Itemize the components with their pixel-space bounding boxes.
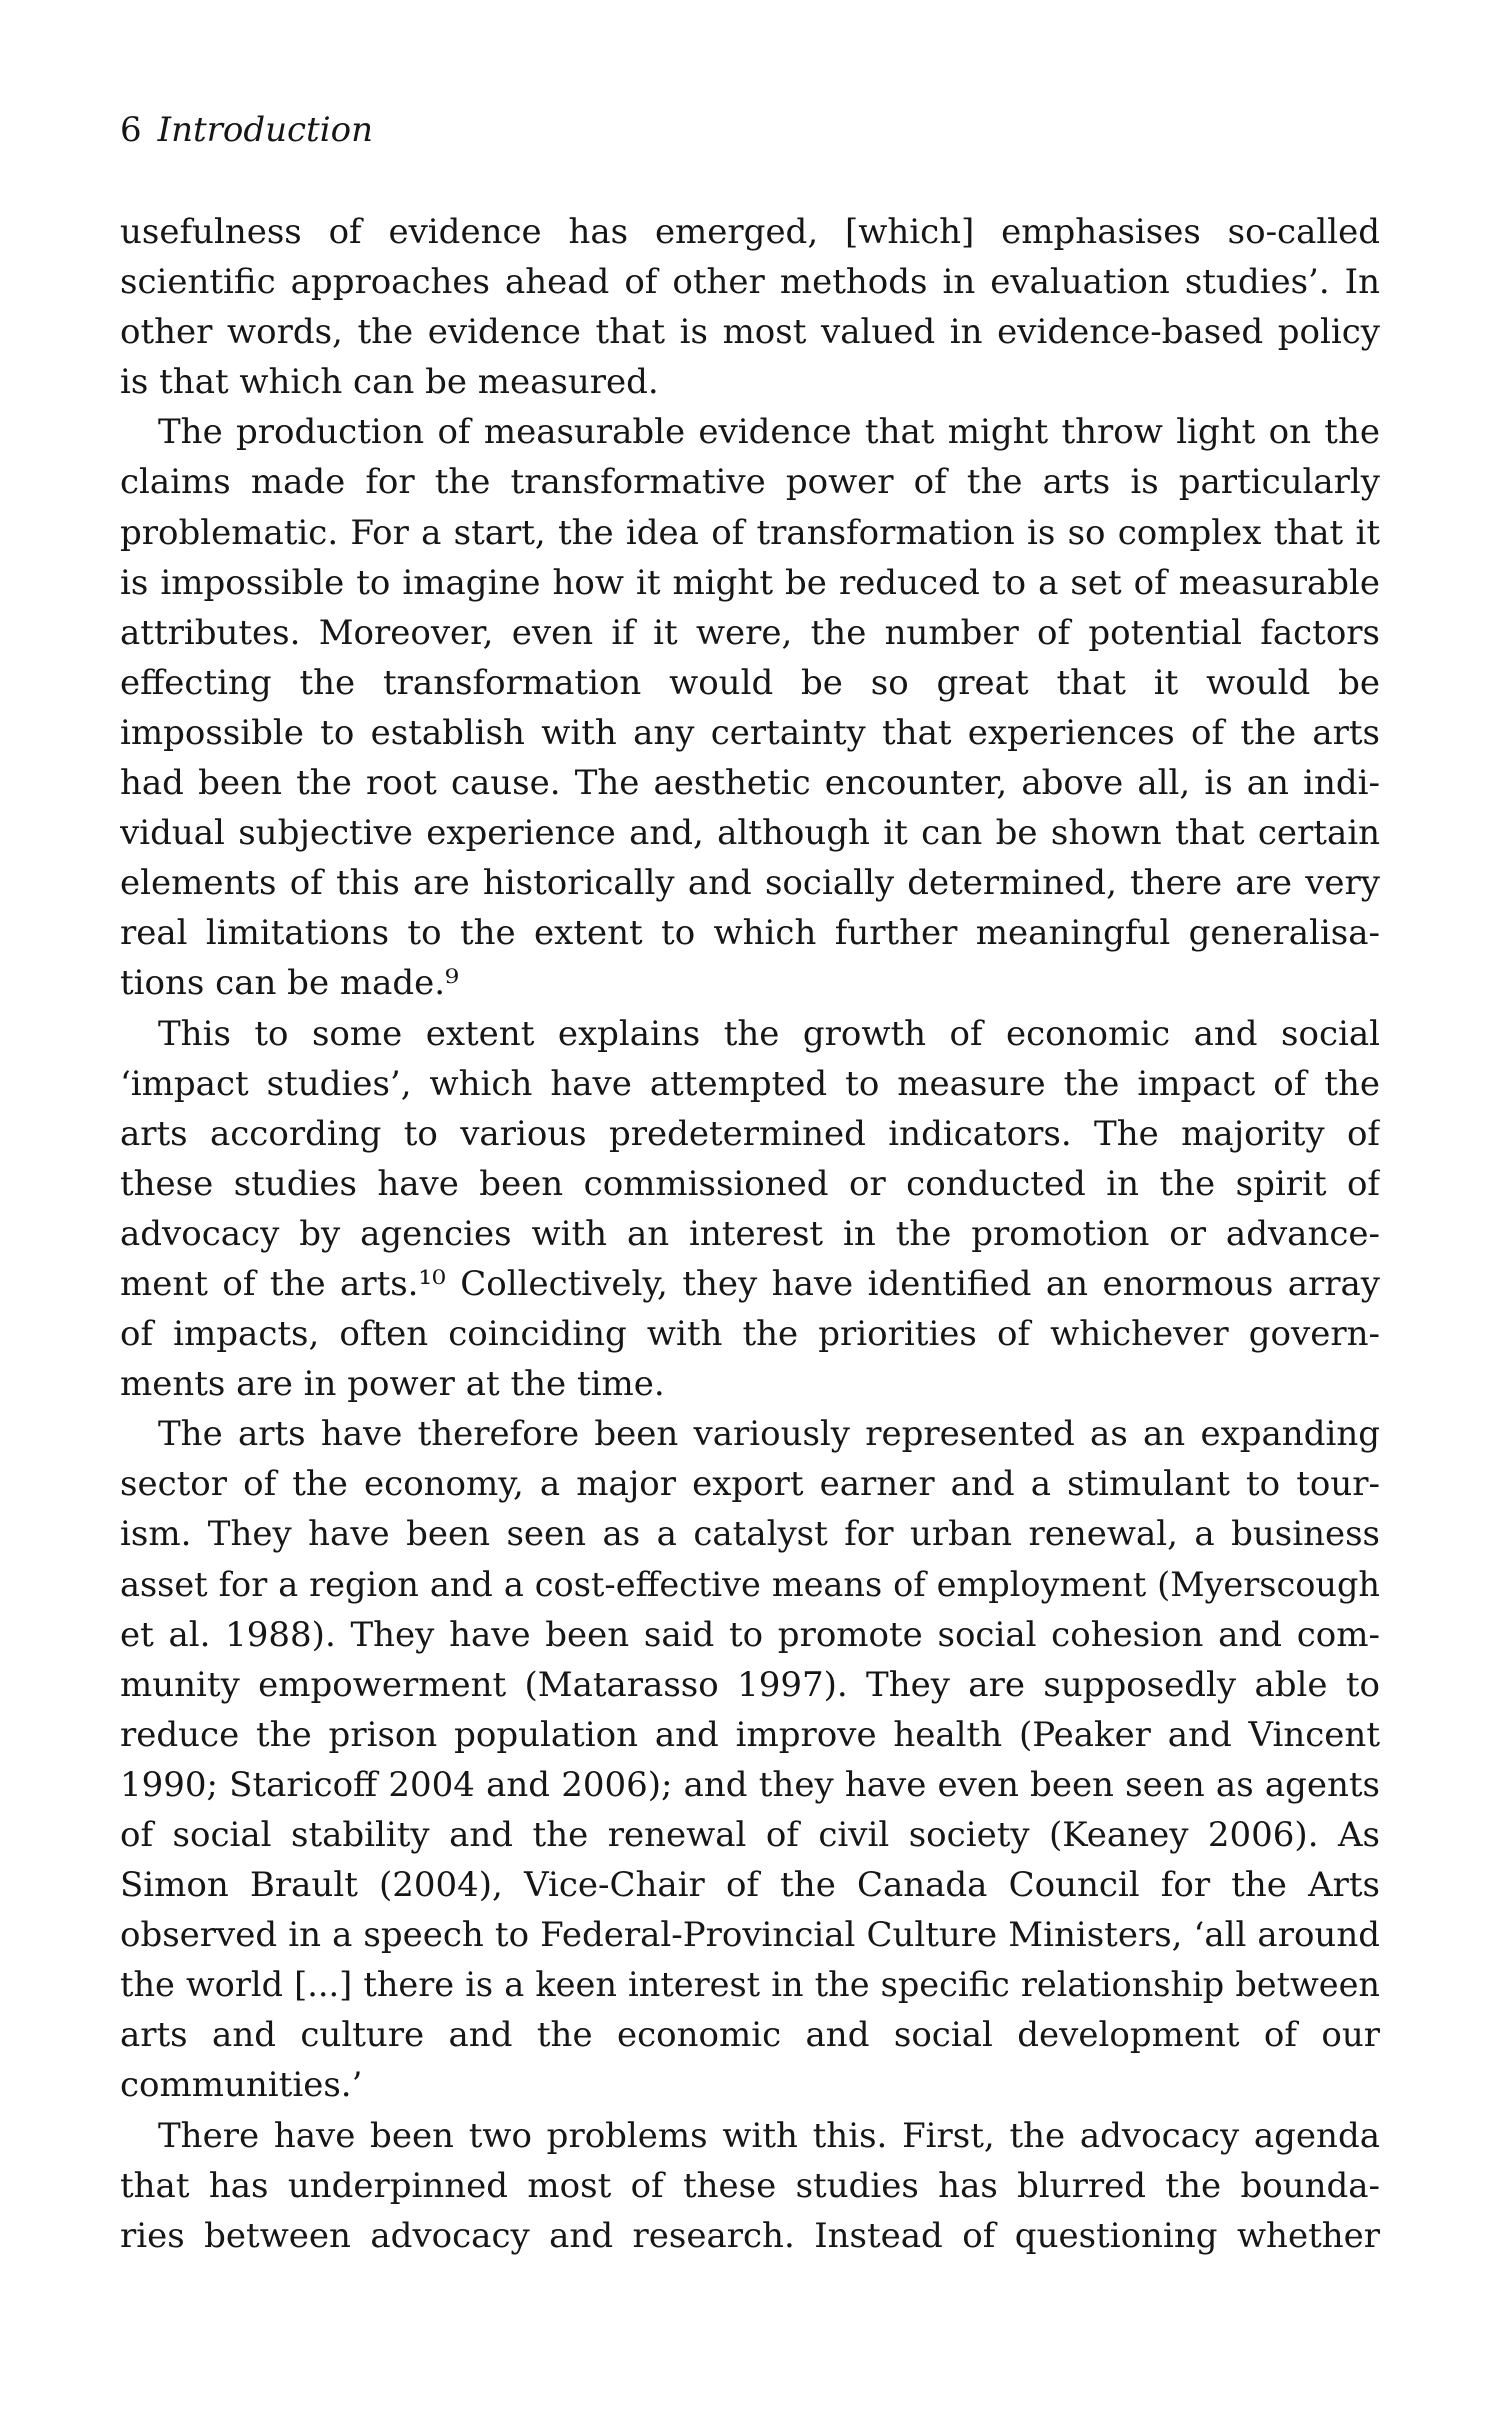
- text-line: of impacts, often coinciding with the priorities of whichever govern-: [120, 1314, 1380, 1355]
- text-line: had been the root cause. The aesthetic encounter, above all, is an indi-: [120, 763, 1380, 804]
- text-line: these studies have been commissioned or conducted in the spirit of: [120, 1163, 1380, 1204]
- text-line: reduce the prison population and improve health (Peaker and Vincent: [120, 1714, 1380, 1755]
- text-line: other words, the evidence that is most valued in evidence-based policy: [120, 312, 1380, 353]
- text-line: tions can be made.⁹: [120, 963, 459, 1004]
- text-line: the world [...] there is a keen interest in the specific relationship between: [120, 1965, 1380, 2005]
- text-line: problematic. For a start, the idea of transformation is so complex that it: [120, 512, 1380, 553]
- text-line: advocacy by agencies with an interest in the promotion or advance-: [120, 1213, 1380, 1254]
- text-line: impossible to establish with any certainty that experiences of the arts: [120, 712, 1380, 753]
- text-line: The production of measurable evidence that might throw light on the: [158, 412, 1380, 453]
- text-line: ment of the arts.¹⁰ Collectively, they have identified an enormous array: [120, 1263, 1380, 1304]
- text-line: scientific approaches ahead of other methods in evaluation studies’. In: [120, 262, 1380, 303]
- text-line: arts according to various predetermined indicators. The majority of: [120, 1113, 1380, 1154]
- paragraph: [120, 2111, 1380, 2261]
- page-number: 6: [120, 110, 142, 150]
- text-line: ries between advocacy and research. Instead of questioning whether: [120, 2215, 1380, 2256]
- paragraph: [120, 207, 1380, 407]
- text-line: Simon Brault (2004), Vice-Chair of the Canada Council for the Arts: [120, 1865, 1380, 1906]
- text-line: ‘impact studies’, which have attempted to measure the impact of the: [120, 1063, 1380, 1104]
- body-text: [120, 207, 1380, 2261]
- text-line: There have been two problems with this. First, the advocacy agenda: [158, 2115, 1380, 2156]
- text-line: arts and culture and the economic and social development of our: [120, 2015, 1380, 2056]
- text-line: is that which can be measured.: [120, 362, 659, 403]
- paragraph: [120, 407, 1380, 1008]
- text-line: claims made for the transformative power of the arts is particularly: [120, 462, 1380, 503]
- running-head: [120, 110, 373, 150]
- text-line: effecting the transformation would be so great that it would be: [120, 662, 1380, 703]
- text-line: communities.’: [120, 2065, 363, 2106]
- text-line: et al. 1988). They have been said to promote social cohesion and com-: [120, 1614, 1380, 1655]
- text-line: ments are in power at the time.: [120, 1364, 665, 1405]
- text-line: that has underpinned most of these studies has blurred the bounda-: [120, 2165, 1380, 2206]
- text-line: This to some extent explains the growth of economic and social: [158, 1013, 1380, 1054]
- text-line: munity empowerment (Matarasso 1997). They are supposedly able to: [120, 1664, 1380, 1705]
- text-line: observed in a speech to Federal-Provincial Culture Ministers, ‘all around: [120, 1915, 1380, 1956]
- text-line: is impossible to imagine how it might be reduced to a set of measurable: [120, 562, 1380, 603]
- text-line: 1990; Staricoff 2004 and 2006); and they have even been seen as agents: [120, 1764, 1380, 1805]
- text-line: elements of this are historically and socially determined, there are very: [120, 863, 1380, 904]
- text-line: of social stability and the renewal of civil society (Keaney 2006). As: [120, 1815, 1380, 1855]
- paragraph: [120, 1409, 1380, 2110]
- text-line: sector of the economy, a major export earner and a stimulant to tour-: [120, 1464, 1380, 1505]
- text-line: The arts have therefore been variously represented as an expanding: [158, 1414, 1380, 1455]
- text-line: usefulness of evidence has emerged, [which] emphasises so-called: [120, 212, 1380, 252]
- text-line: attributes. Moreover, even if it were, the number of potential factors: [120, 612, 1380, 653]
- paragraph: [120, 1009, 1380, 1410]
- text-line: real limitations to the extent to which further meaningful generalisa-: [120, 913, 1380, 954]
- text-line: vidual subjective experience and, although it can be shown that certain: [120, 813, 1380, 854]
- text-line: asset for a region and a cost-effective means of employment (Myerscough: [120, 1564, 1380, 1604]
- text-line: ism. They have been seen as a catalyst for urban renewal, a business: [120, 1514, 1380, 1555]
- section-title: Introduction: [157, 110, 373, 150]
